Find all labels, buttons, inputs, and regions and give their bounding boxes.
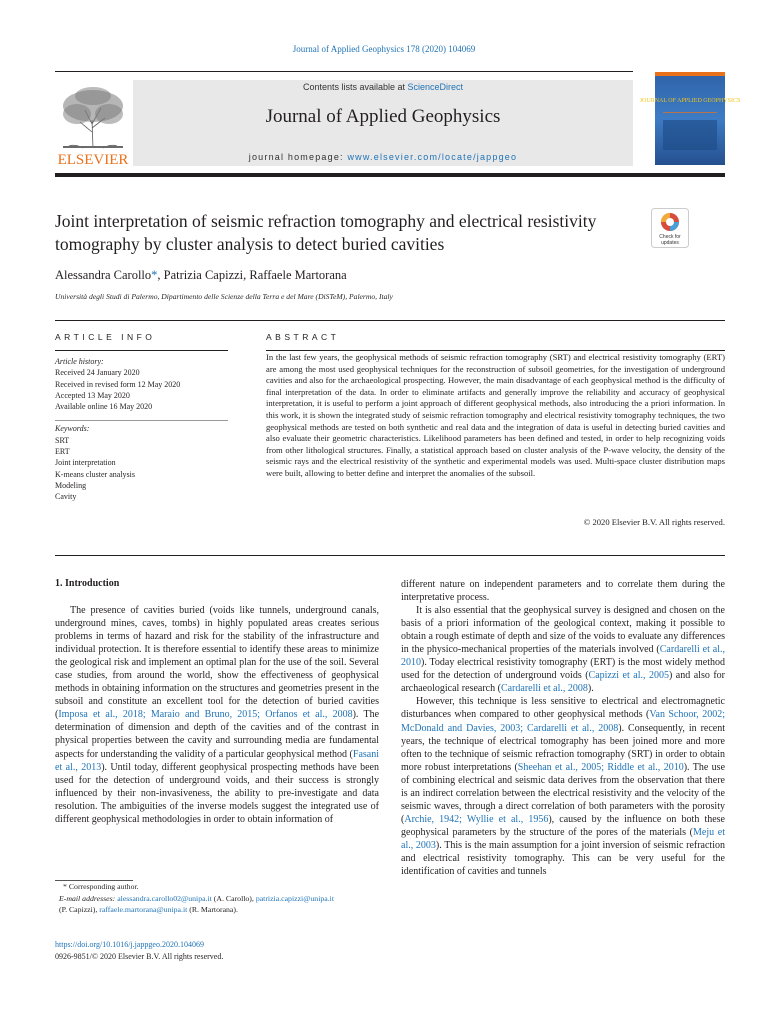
history-online: Available online 16 May 2020	[55, 402, 153, 412]
citation-link[interactable]: Meju et al., 2003	[401, 826, 726, 851]
article-info-rule	[55, 350, 228, 351]
sciencedirect-link[interactable]: ScienceDirect	[407, 82, 464, 92]
keyword: ERT	[55, 447, 70, 457]
email-owner: (R. Martorana).	[187, 905, 238, 914]
intro-text: ). Consequently, in recent years, the technique of electrical tomography has been joined more and more often to the technique of seismic refraction tomography (SRT) in order to obtain more robust interpretations (	[401, 722, 725, 773]
author-carollo[interactable]: Alessandra Carollo	[55, 268, 152, 282]
intro-paragraph-3	[401, 695, 725, 878]
body-column-right	[401, 578, 725, 878]
doi-link[interactable]: https://doi.org/10.1016/j.jappgeo.2020.104069	[55, 940, 204, 949]
other-authors: , Patrizia Capizzi, Raffaele Martorana	[157, 268, 347, 282]
section-rule-top	[55, 320, 725, 321]
intro-paragraph-1-cont: different nature on independent parameters and to correlate them during the interpretative process.	[401, 579, 725, 604]
intro-text: ). Today electrical resistivity tomography (ERT) is the most widely method used for the detection of underground voids (	[401, 657, 725, 682]
article-info	[55, 356, 228, 503]
corresponding-mark[interactable]: *	[151, 268, 158, 282]
doi-block	[55, 939, 223, 962]
footnote-mark: *	[63, 882, 67, 891]
issn-line: 0926-9851/© 2020 Elsevier B.V. All rights reserved.	[55, 951, 224, 961]
intro-text: ).	[587, 683, 594, 695]
keyword: K-means cluster analysis	[55, 469, 135, 479]
journal-homepage	[133, 152, 633, 162]
badge-line1: Check for	[659, 234, 681, 240]
homepage-link[interactable]: www.elsevier.com/locate/jappgeo	[347, 152, 518, 162]
keyword: Modeling	[55, 480, 87, 490]
keyword: Cavity	[55, 492, 77, 502]
intro-text: The presence of cavities buried (voids like tunnels, underground canals, underground mines, caves, tombs) in highly populated areas creates serious problems in terms of hazard and risk for the stability of the infrastructure and individual protection. It is therefore essential to identify these areas to minimize the geological risk and implement an optimal plan for the use of the soil. Several case studies, from around the world, show the effectiveness of geophysical methods in obtaining information on the structures and geometries present in the subsoil and constitute an excellent tool for the detection of buried cavities (	[55, 605, 379, 721]
abstract-heading: ABSTRACT	[266, 332, 340, 342]
intro-text: ). This is the main assumption for a joint inversion of seismic refraction and electrical resistivity tomography. This can be very useful for the identification of cavities and tunnels	[401, 839, 725, 878]
intro-text: ), caused by the influence on both these geophysical parameters by the structure of the pores of the materials (	[401, 813, 725, 838]
intro-paragraph-2	[401, 604, 725, 695]
author-list	[55, 268, 347, 283]
intro-text: It is also essential that the geophysical survey is designed and chosen on the basis of a priori information of the geological context, making it possible to obtain a rough estimate of depth and size of the voids to evaluate any differences in the physico-mechanical properties of the materials involved (	[401, 605, 725, 656]
article-info-heading: ARTICLE INFO	[55, 332, 156, 342]
keywords-rule	[55, 420, 228, 421]
masthead-thick-rule	[55, 173, 725, 177]
abstract-copyright: © 2020 Elsevier B.V. All rights reserved.	[583, 517, 725, 527]
history-revised: Received in revised form 12 May 2020	[55, 379, 181, 389]
intro-text: ). The use of combining electrical and seismic data derives from the observation that there is an indirect correlation between the electrical resistivity and the velocity of the seismic waves, through a direct correlation of both parameters with the porosity (	[401, 761, 726, 825]
citation-link[interactable]: Archie, 1942; Wyllie et al., 1956	[404, 813, 549, 825]
affiliation: Università degli Studi di Palermo, Dipartimento delle Scienze della Terra e del Mare (DiSTeM), Palermo, Italy	[55, 292, 393, 301]
running-head[interactable]: Journal of Applied Geophysics 178 (2020) 104069	[292, 44, 476, 54]
header-rule	[55, 71, 633, 72]
intro-paragraph-1	[55, 604, 379, 826]
cover-title: JOURNAL OF APPLIED GEOPHYSICS	[639, 98, 741, 104]
citation-link[interactable]: Sheehan et al., 2005; Riddle et al., 2010	[517, 761, 684, 773]
citation-link[interactable]: Van Schoor, 2002; McDonald and Davies, 2003; Cardarelli et al., 2008	[401, 709, 726, 734]
email-owner: (P. Capizzi),	[59, 905, 100, 914]
citation-link[interactable]: Capizzi et al., 2005	[588, 670, 669, 682]
keywords-label: Keywords:	[55, 424, 90, 434]
citation-link[interactable]: Cardarelli et al., 2010	[401, 644, 726, 669]
section-rule-bottom	[55, 555, 725, 556]
email-owner: (A. Carollo),	[211, 893, 256, 903]
publisher-name: ELSEVIER	[57, 152, 129, 168]
intro-text: However, this technique is less sensitive to electrical and electromagnetic disturbances when compared to other geophysical methods (	[401, 696, 725, 721]
check-for-updates-button[interactable]	[651, 208, 689, 248]
citation-link[interactable]: Imposa et al., 2018; Maraio and Bruno, 2015; Orfanos et al., 2008	[58, 709, 353, 721]
history-received: Received 24 January 2020	[55, 368, 140, 378]
footnote	[55, 881, 385, 916]
citation-link[interactable]: Cardarelli et al., 2008	[500, 683, 588, 695]
intro-text: ) and also for archaeological research (	[401, 670, 725, 695]
contents-prefix: Contents lists available at	[302, 82, 408, 92]
homepage-prefix: journal homepage:	[248, 152, 348, 162]
body-column-left	[55, 604, 379, 826]
history-label: Article history:	[55, 357, 104, 366]
journal-title: Journal of Applied Geophysics	[265, 106, 501, 127]
keyword: Joint interpretation	[55, 458, 116, 468]
elsevier-logo[interactable]	[55, 80, 131, 166]
abstract-rule	[266, 350, 725, 351]
email-link[interactable]: alessandra.carollo02@unipa.it	[117, 893, 212, 903]
email-link[interactable]: patrizia.capizzi@unipa.it	[255, 893, 334, 903]
keyword: SRT	[55, 435, 70, 445]
email-note	[55, 893, 385, 916]
corresponding-note	[55, 881, 385, 893]
intro-text: ). Until today, different geophysical prospecting methods have been used for the detection of underground voids, and their success is strongly influenced by their non-invasiveness, the ability to pre-investigate and data resolution. The ambiguities of the inverse models suggest the integrated use of different geophysical methodologies in order to obtain information of	[55, 761, 379, 825]
abstract-text: In the last few years, the geophysical methods of seismic refraction tomography (SRT) and electrical resistivity tomography (ERT) are among the most used geophysical techniques for the reconstruction of subsoil geometries, for the investigation of underground cavities and also for the archaeological prospecting. However, the main disadvantage of each geophysical method is the difficulty of final interpretation of the data. In order to eliminate artifacts and generally improve the reliability and accuracy of geophysical interpretation, it is useful to perform a joint approach of different geophysical methods, also introducing the a priori information. In this work, it is shown the integrated study of seismic refraction tomography and electrical resistivity tomography techniques, the two geophysical methods are tested on both synthetic and real data and the integration of data is useful in detecting buried cavities and also evaluate their geometric characteristics. Likelihood parameters has been defined and tested, in order to help recognizing voids from other lithological structures. Finally, a statistical approach based on cluster analysis of the P-wave velocity, the density of the seismic rays and the electrical resistivity of the synthetic and experimental models was used. Multi-space cluster distribution maps were built, allowing to better define and interpret the anomalies of the subsoil.	[266, 352, 725, 478]
email-label: E-mail addresses:	[59, 893, 116, 903]
history-accepted: Accepted 13 May 2020	[55, 390, 130, 400]
intro-heading: 1. Introduction	[55, 578, 120, 589]
corresponding-label: Corresponding author.	[68, 882, 139, 891]
badge-line2: updates	[661, 240, 679, 246]
intro-text: ). The determination of dimension and depth of the cavities and of the contrast in physical properties between the cavity and surrounding media are fundamental aspects for understanding the validity of a particular geophysical method (	[55, 709, 380, 760]
journal-cover-image[interactable]	[639, 72, 741, 165]
email-link[interactable]: raffaele.martorana@unipa.it	[99, 905, 188, 914]
citation-link[interactable]: Fasani et al., 2013	[55, 748, 379, 773]
tree-icon	[55, 80, 131, 166]
contents-line	[133, 82, 633, 92]
article-title: Joint interpretation of seismic refraction tomography and electrical resistivity tomography by cluster analysis to detect buried cavities	[55, 211, 597, 254]
check-updates-icon	[651, 208, 689, 248]
